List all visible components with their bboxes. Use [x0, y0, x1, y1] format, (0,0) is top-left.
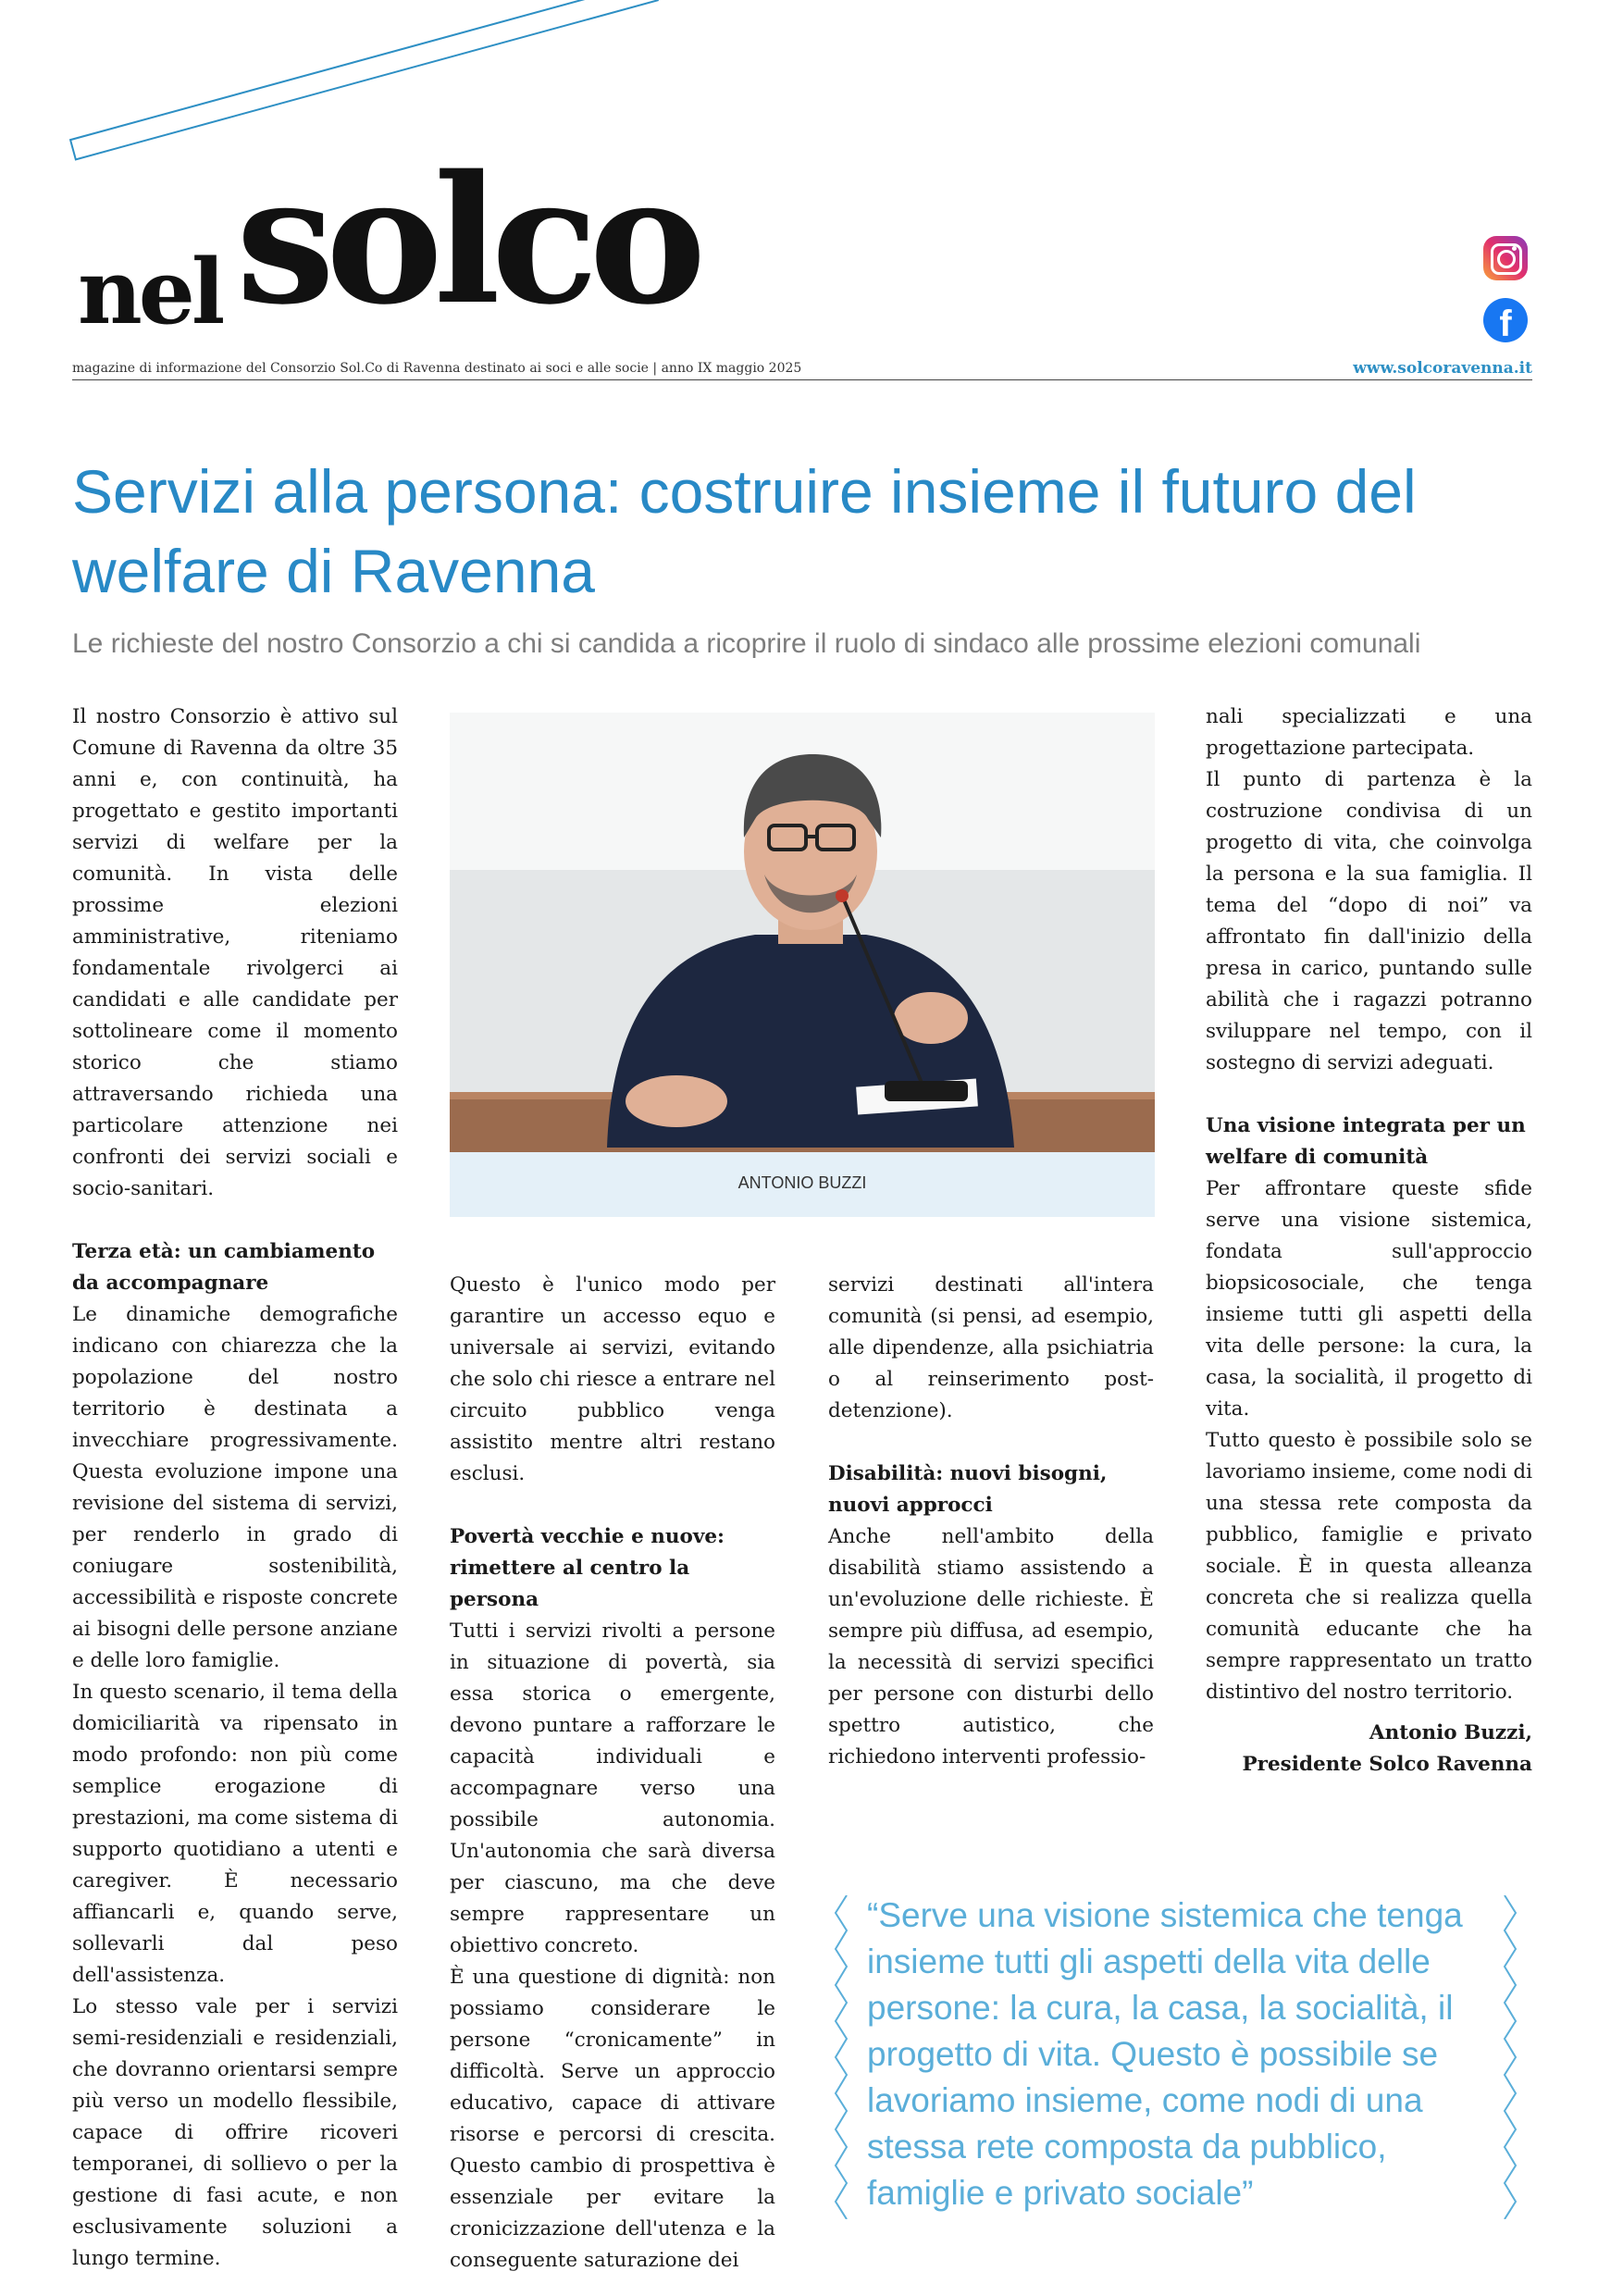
- paragraph: Per affrontare queste sfide serve una visione sistemica, fondata sull'approccio biopsicosociale, che tenga insieme tutti gli aspetti della vita delle persone: la cura, la casa, la socialità, il progetto di vita.: [1206, 1177, 1532, 1421]
- logo-solco: solco: [236, 137, 698, 343]
- quote-zigzag-left: [830, 1895, 852, 2219]
- paragraph: Il punto di partenza è la costruzione condivisa di un progetto di vita, che coinvolga la persona e la sua famiglia. Il tema del “dopo di noi” va affrontato fin dall'inizio della presa in carico, puntando sulle abilità che i ragazzi potranno sviluppare nel tempo, con il sostegno di servizi adeguati.: [1206, 768, 1532, 1074]
- article-column-2: [450, 1270, 775, 2277]
- portrait-photo: [450, 713, 1155, 1152]
- article-column-3: [828, 1270, 1154, 1773]
- paragraph: Il nostro Consorzio è attivo sul Comune di Ravenna da oltre 35 anni e, con continuità, ha progettato e gestito importanti servizi di welfare per la comunità. In vista delle prossime elezioni amministrative, riteniamo fondamentale rivolgerci ai candidati e alle candidate per sottolineare come il momento storico che stiamo attraversando richieda una particolare attenzione nei confronti dei servizi sociali e socio-sanitari.: [72, 705, 398, 1200]
- paragraph: Anche nell'ambito della disabilità stiamo assistendo a un'evoluzione delle richieste. È sempre più diffusa, ad esempio, la necessità di servizi specifici per persone con disturbi dello spettro autistico, che richiedono interventi professio-: [828, 1525, 1154, 1769]
- quote-zigzag-right: [1499, 1895, 1521, 2219]
- facebook-icon[interactable]: f: [1483, 298, 1528, 342]
- paragraph: nali specializzati e una progettazione partecipata.: [1206, 705, 1532, 760]
- pull-quote: “Serve una visione sistemica che tenga insieme tutti gli aspetti della vita delle persone: la cura, la casa, la socialità, il progetto di vita. Questo è possibile se lavoriamo insieme, come nodi di una stessa rete composta da pubblico, famiglie e privato sociale”: [867, 1896, 1463, 2212]
- paragraph: Le dinamiche demografiche indicano con chiarezza che la popolazione del nostro territorio è destinata a invecchiare progressivamente. Questa evoluzione impone una revisione del sistema di servizi, per renderlo in grado di coniugare sostenibilità, accessibilità e risposte concrete ai bisogni delle persone anziane e delle loro famiglie.: [72, 1303, 398, 1672]
- section-heading: Disabilità: nuovi bisogni, nuovi approcci: [828, 1462, 1108, 1517]
- paragraph: È una questione di dignità: non possiamo considerare le persone “cronicamente” in difficoltà. Serve un approccio educativo, capace di attivare risorse e percorsi di crescita. Questo cambio di prospettiva è essenziale per evitare la cronicizzazione dell'utenza e la conseguente saturazione dei: [450, 1966, 775, 2272]
- photo-caption: ANTONIO BUZZI: [737, 1173, 867, 1192]
- logo-nel: nel: [78, 240, 222, 344]
- paragraph: Questo è l'unico modo per garantire un accesso equo e universale ai servizi, evitando che solo chi riesce a entrare nel circuito pubblico venga assistito mentre altri restano esclusi.: [450, 1273, 775, 1485]
- section-heading: Terza età: un cambiamento da accompagnare: [72, 1240, 376, 1295]
- article-title: Servizi alla persona: costruire insieme il futuro del welfare di Ravenna: [72, 457, 1417, 605]
- section-heading: Povertà vecchie e nuove: rimettere al centro la persona: [450, 1525, 725, 1611]
- paragraph: In questo scenario, il tema della domiciliarità va ripensato in modo profondo: non più come semplice erogazione di prestazioni, ma come sistema di supporto quotidiano a utenti e caregiver. È necessario affiancarli e, quando serve, sollevarli dal peso dell'assistenza.: [72, 1681, 398, 1987]
- article-column-4: [1206, 701, 1532, 1781]
- website-link[interactable]: www.solcoravenna.it: [1353, 359, 1532, 378]
- section-heading: Una visione integrata per un welfare di comunità: [1206, 1114, 1526, 1169]
- author-name: Antonio Buzzi,: [1369, 1721, 1532, 1744]
- paragraph: Lo stesso vale per i servizi semi-residenziali e residenziali, che dovranno orientarsi sempre più verso un modello flessibile, capace di offrire ricoveri temporanei, di sollievo o per la gestione di fasi acute, e non esclusivamente soluzioni a lungo termine.: [72, 1995, 398, 2270]
- author-role: Presidente Solco Ravenna: [1242, 1753, 1532, 1776]
- magazine-tagline: magazine di informazione del Consorzio Sol.Co di Ravenna destinato ai soci e alle socie | anno IX maggio 2025: [72, 361, 802, 376]
- paragraph: servizi destinati all'intera comunità (si pensi, ad esempio, alle dipendenze, alla psichiatria o al reinserimento post-detenzione).: [828, 1273, 1154, 1422]
- instagram-icon[interactable]: [1483, 236, 1528, 280]
- masthead-divider: [72, 379, 1532, 380]
- paragraph: Tutto questo è possibile solo se lavoriamo insieme, come nodi di una stessa rete composta da pubblico, famiglie e privato sociale. È in questa alleanza concreta che si realizza quella comunità educante che ha sempre rappresentato un tratto distintivo del nostro territorio.: [1206, 1429, 1532, 1704]
- article-subtitle: Le richieste del nostro Consorzio a chi si candida a ricoprire il ruolo di sindaco alle prossime elezioni comunali: [72, 628, 1421, 659]
- paragraph: Tutti i servizi rivolti a persone in situazione di povertà, sia essa storica o emergente, devono puntare a rafforzare le capacità individuali e accompagnare verso una possibile autonomia. Un'autonomia che sarà diversa per ciascuno, ma che deve sempre rappresentare un obiettivo concreto.: [450, 1620, 775, 1957]
- article-column-1: [72, 701, 398, 2275]
